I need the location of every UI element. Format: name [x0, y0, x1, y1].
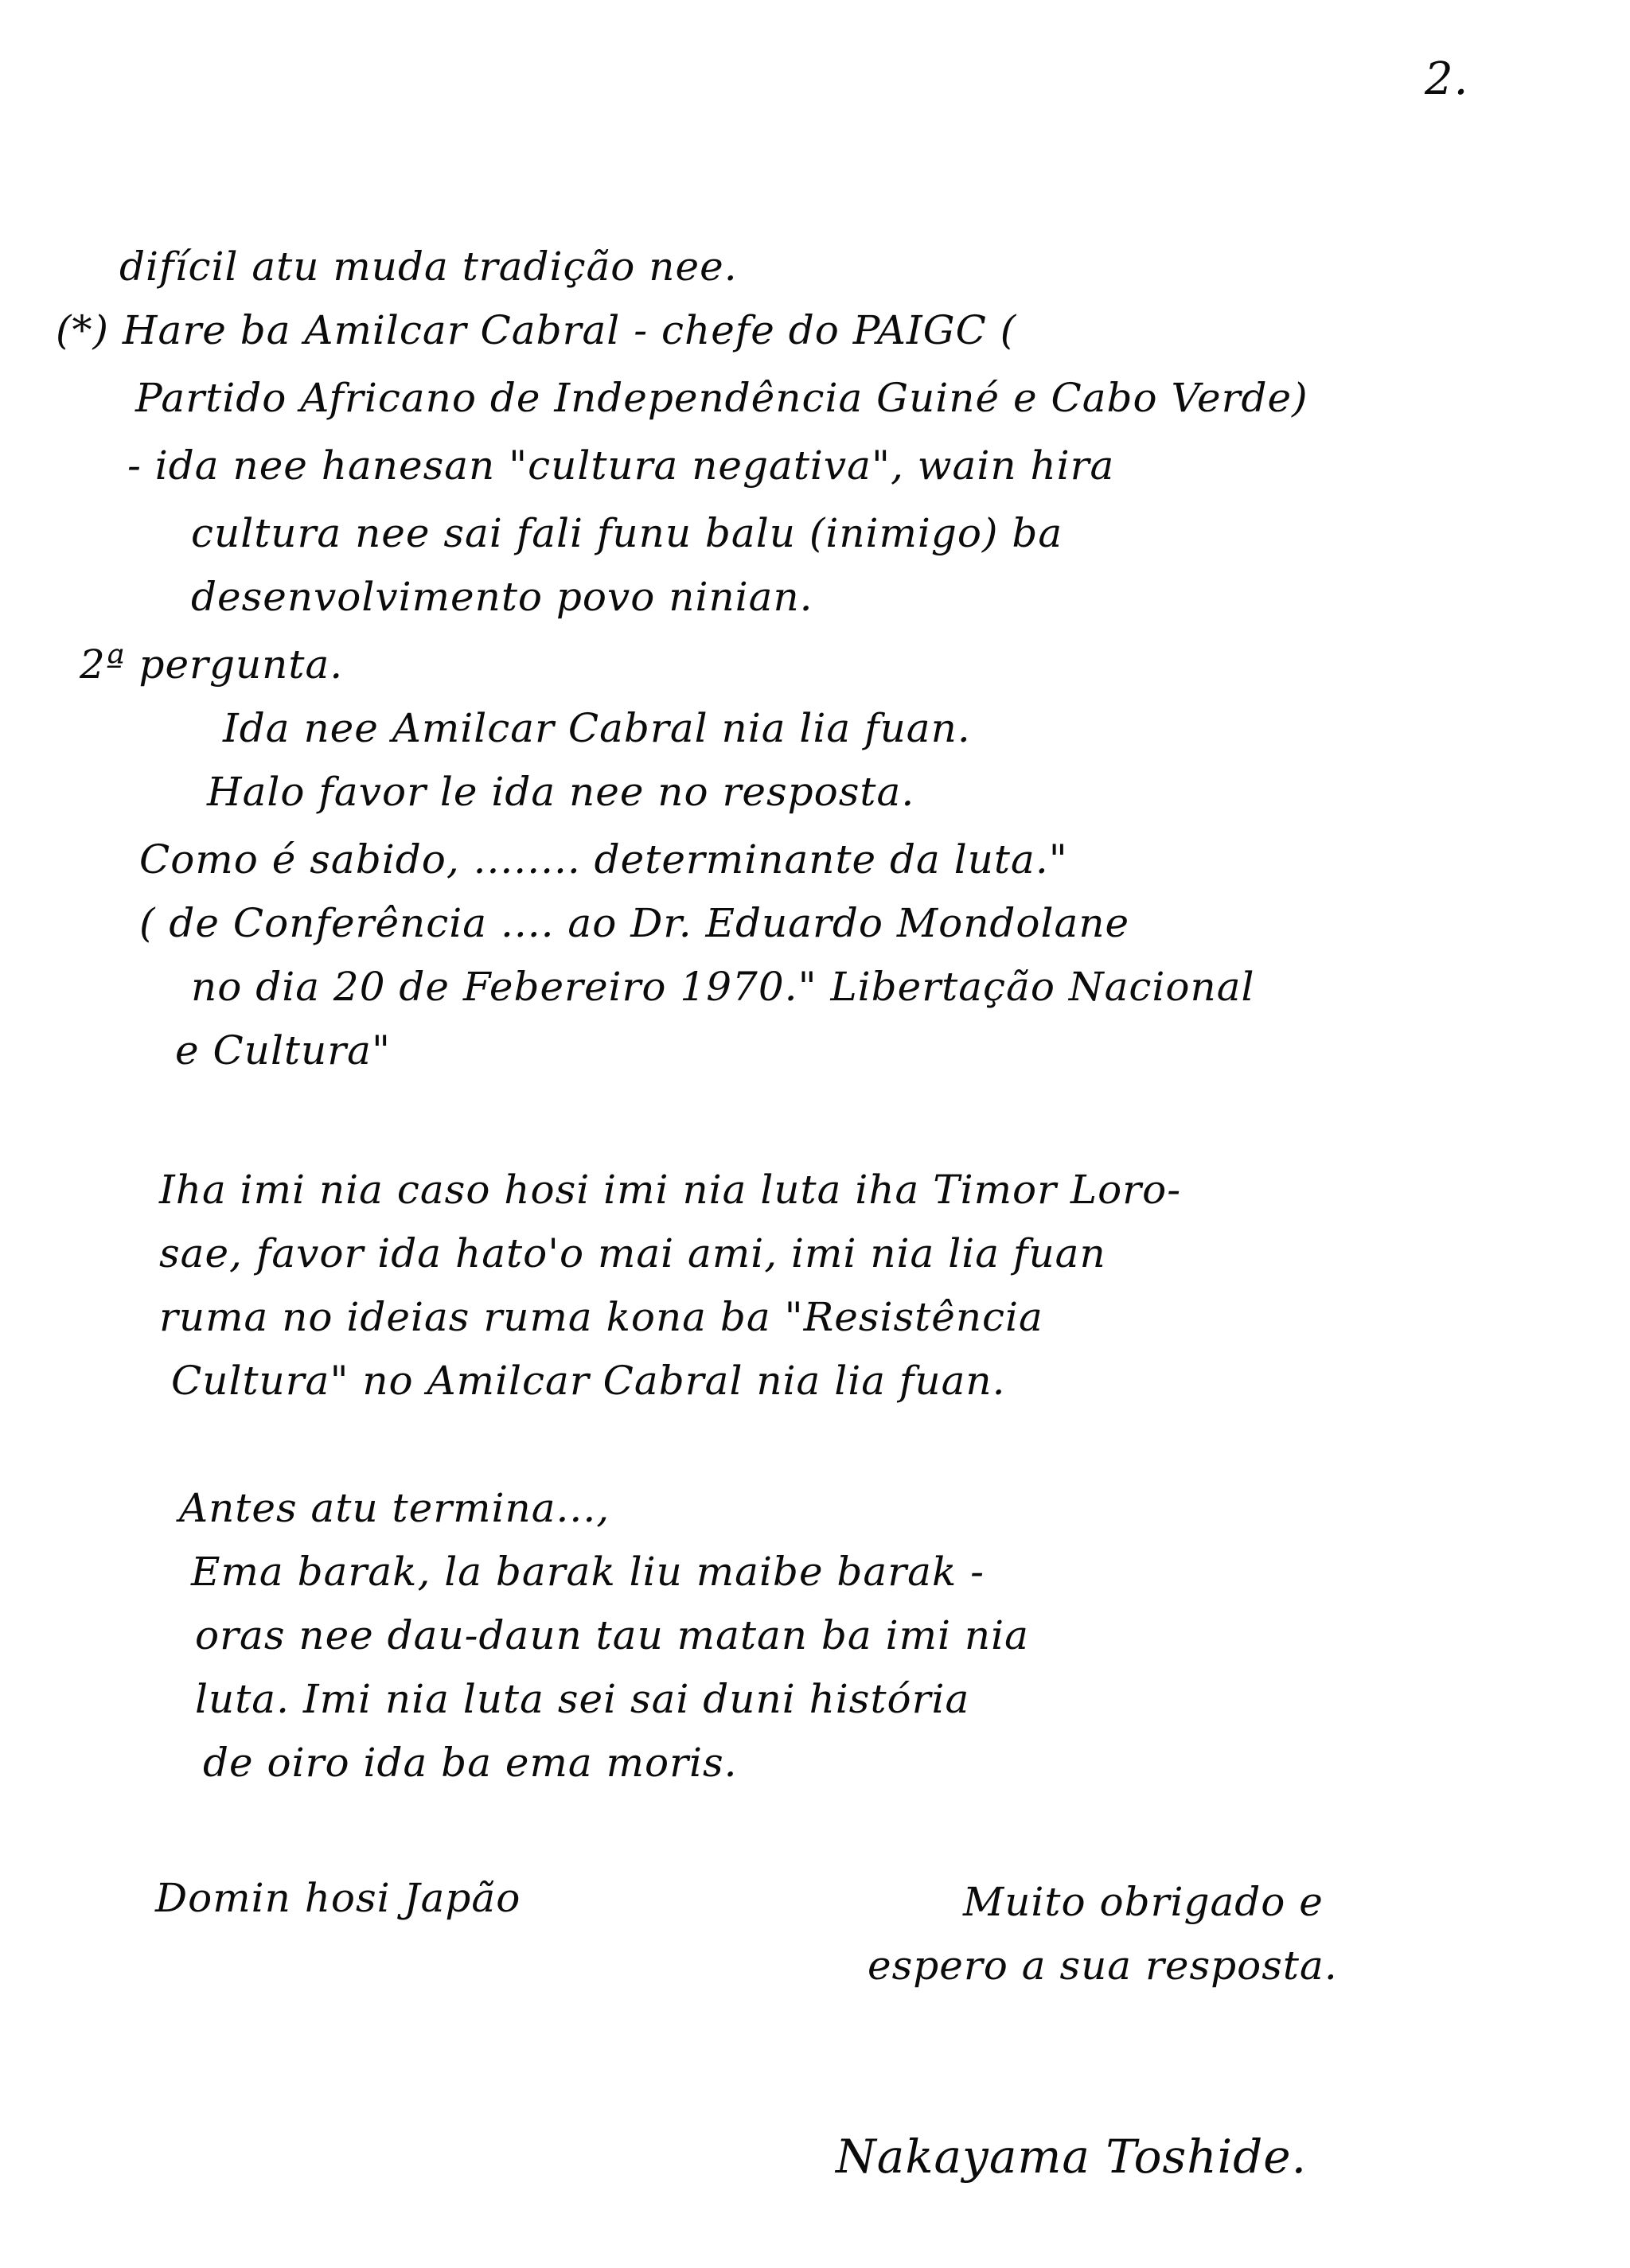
body-line: Halo favor le ida nee no resposta. [207, 769, 915, 815]
page-number: 2. [1425, 53, 1469, 105]
body-line: de oiro ida ba ema moris. [203, 1740, 738, 1786]
body-line: (*) Hare ba Amilcar Cabral - chefe do PAIGC ( [56, 307, 1017, 353]
body-line: Ema barak, la barak liu maibe barak - [191, 1549, 985, 1595]
body-line: difícil atu muda tradição nee. [119, 244, 738, 290]
body-line: sae, favor ida hato'o mai ami, imi nia lia fuan [159, 1230, 1106, 1276]
closing-thanks-line1: Muito obrigado e [963, 1879, 1324, 1925]
body-line: Iha imi nia caso hosi imi nia luta iha Timor Loro- [159, 1167, 1182, 1213]
body-line: cultura nee sai fali funu balu (inimigo) ba [191, 510, 1063, 556]
body-line: no dia 20 de Febereiro 1970." Libertação Nacional [191, 964, 1255, 1010]
body-line: Antes atu termina..., [179, 1485, 610, 1531]
body-line: ( de Conferência .... ao Dr. Eduardo Mondolane [139, 900, 1130, 946]
body-line: luta. Imi nia luta sei sai duni história [195, 1676, 970, 1722]
body-line: - ida nee hanesan "cultura negativa", wain hira [127, 442, 1115, 489]
body-line: e Cultura" [175, 1027, 391, 1074]
body-line: ruma no ideias ruma kona ba "Resistência [159, 1294, 1043, 1340]
closing-sender: Domin hosi Japão [155, 1875, 521, 1921]
body-line: oras nee dau-daun tau matan ba imi nia [195, 1612, 1029, 1658]
body-line: Partido Africano de Independência Guiné e Cabo Verde) [135, 375, 1308, 421]
signature: Nakayama Toshide. [836, 2130, 1308, 2184]
body-line: 2ª pergunta. [80, 641, 344, 688]
closing-thanks-line2: espero a sua resposta. [868, 1943, 1338, 1989]
body-line: Como é sabido, ........ determinante da luta." [139, 836, 1068, 883]
body-line: desenvolvimento povo ninian. [191, 574, 813, 620]
body-line: Ida nee Amilcar Cabral nia lia fuan. [223, 705, 971, 751]
body-line: Cultura" no Amilcar Cabral nia lia fuan. [171, 1358, 1006, 1404]
